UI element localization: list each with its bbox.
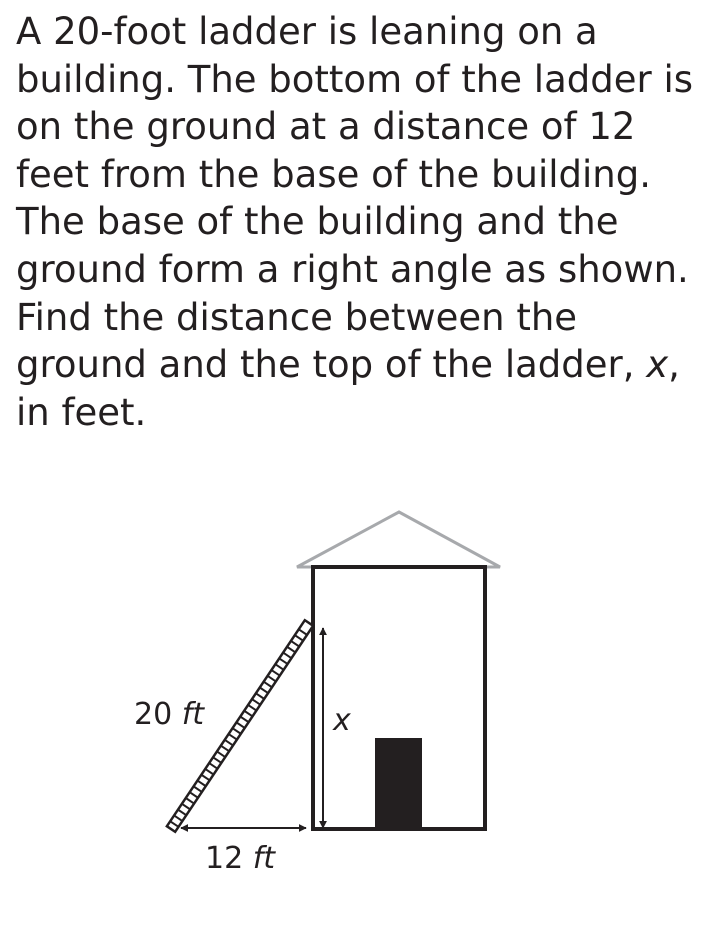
- ladder-length-label: 20 ft: [134, 697, 205, 732]
- building-door: [375, 738, 422, 829]
- problem-text-after: , in feet.: [16, 343, 680, 434]
- problem-text-before: A 20-foot ladder is leaning on a building. The bottom of the ladder is on the ground at a distance of 12 feet from the base of the building. The base of the building and the ground form a right angle as shown. Find the distance between the ground and the top of the ladder,: [16, 10, 694, 387]
- ground-distance-label: 12 ft: [205, 841, 276, 876]
- height-label: x: [333, 703, 351, 738]
- building-roof: [297, 512, 500, 567]
- problem-variable: x: [646, 343, 669, 387]
